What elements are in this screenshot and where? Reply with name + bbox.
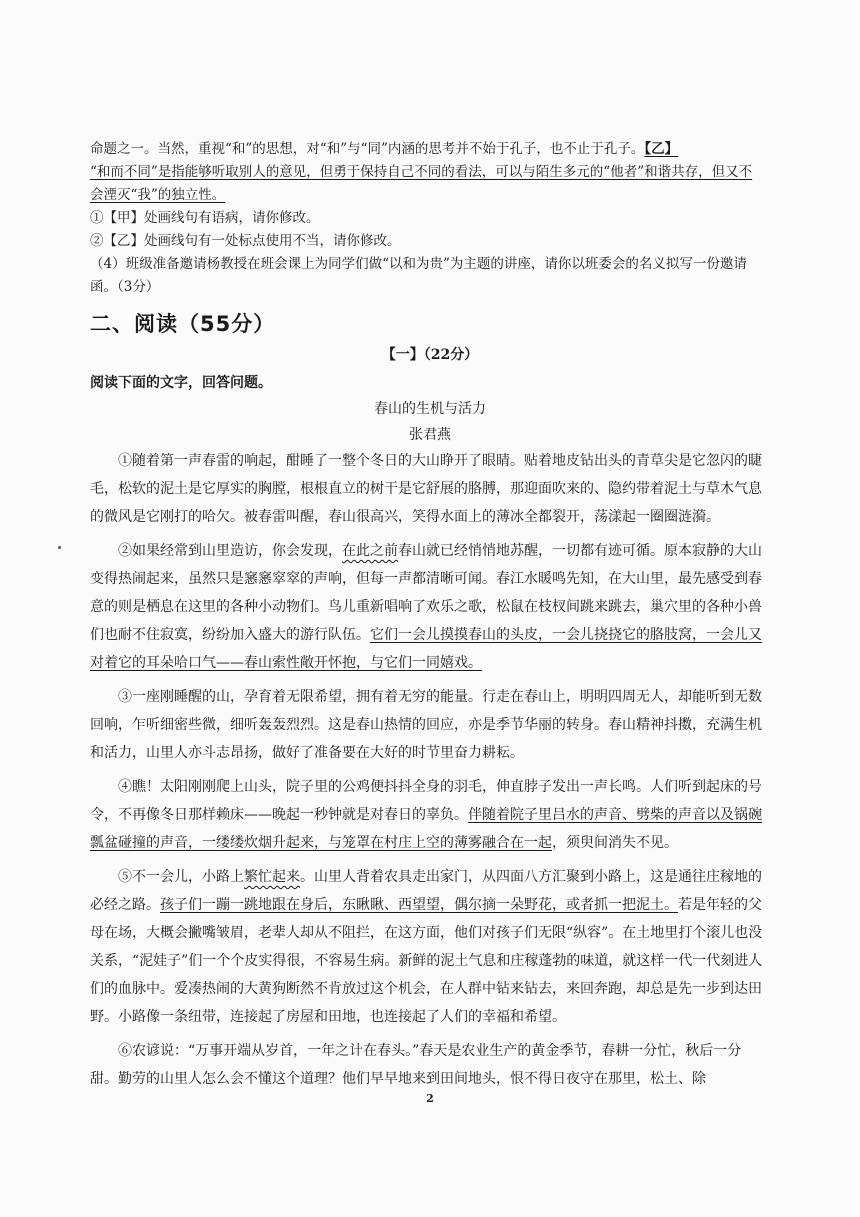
top-line-text: 命题之一。当然，重视“和”的思想，对“和”与“同”内涵的思考并不始于孔子，也不止于孔子。 — [90, 141, 645, 157]
top-continuation — [90, 138, 765, 299]
underlined-sentence-yi: “和而不同”是指能够听取别人的意见，但勇于保持自己不同的看法，可以与陌生多元的“他者”和谐共存，但又不会湮灭“我”的独立性。 — [90, 164, 753, 203]
underlined-sentence-5: 孩子们一蹦一跳地跟在身后，东瞅瞅、西望望，偶尔摘一朵野花，或者抓一把泥土。 — [160, 897, 678, 913]
question-4: （4）班级准备邀请杨教授在班会课上为同学们做“以和为贵”为主题的讲座，请你以班委会的名义拟写一份邀请函。（3分） — [90, 256, 747, 295]
article-author: 张君燕 — [409, 427, 451, 443]
paragraph-5: ⑤不一会儿，小路上繁忙起来。山里人背着农具走出家门，从四面八方汇聚到小路上，这是通往庄稼地的必经之路。孩子们一蹦一跳地跟在身后，东瞅瞅、西望望，偶尔摘一朵野花，或者抓一把泥土。若是年轻的父母在场，大概会撇嘴皱眉，老辈人却从不阻拦，在这方面，他们对孩子们无限“纵容”。在土地里打个滚儿也没关系，“泥娃子”们一个个皮实得很，不容易生病。新鲜的泥土气息和庄稼蓬勃的味道，就这样一代一代刻进人们的血脉中。爱凑热闹的大黄狗断然不肯放过这个机会，在人群中钻来钻去，来回奔跑，却总是先一步到达田野。小路像一条纽带，连接起了房屋和田地，也连接起了人们的幸福和希望。 — [90, 869, 763, 1025]
question-2: ②【乙】处画线句有一处标点使用不当，请你修改。 — [90, 233, 401, 249]
question-1: ①【甲】处画线句有语病，请你修改。 — [90, 210, 320, 226]
wavy-phrase-1: 在此之前 — [342, 543, 398, 559]
page-number: 2 — [426, 1092, 434, 1105]
paragraph-4: ④瞧！太阳刚刚爬上山头，院子里的公鸡便抖抖全身的羽毛，伸直脖子发出一声长鸣。人们听到起床的号令，不再像冬日那样赖床——晚起一秒钟就是对春日的辜负。伴随着院子里吕水的声音、劈柴的声音以及锅碗瓢盆碰撞的声音，一缕缕炊烟升起来，与笼罩在村庄上空的薄雾融合在一起，须臾间消失不见。 — [90, 779, 762, 851]
underlined-sentence-4: 伴随着院子里吕水的声音、劈柴的声音以及锅碗瓢盆碰撞的声音，一缕缕炊烟升起来，与笼罩在村庄上空的薄雾融合在一起 — [90, 807, 762, 851]
stray-mark — [58, 546, 61, 549]
paragraph-3: ③一座刚睡醒的山，孕育着无限希望，拥有着无穷的能量。行走在春山上，明明四周无人，却能听到无数回响，乍听细密些微，细听轰轰烈烈。这是春山热情的回应，亦是季节华丽的转身。春山精神抖擞，充满生机和活力，山里人亦斗志昂扬，做好了准备要在大好的时节里奋力耕耘。 — [90, 689, 762, 761]
reading-instruction: 阅读下面的文字，回答问题。 — [90, 375, 272, 391]
paragraph-6: ⑥农谚说：“万事开端从岁首，一年之计在春头。”春天是农业生产的黄金季节，春耕一分忙，秋后一分甜。勤劳的山里人怎么会不懂这个道理？他们早早地来到田间地头，恨不得日夜守在那里，松土、除 — [90, 1043, 742, 1087]
paragraph-1: ①随着第一声春雷的响起，酣睡了一整个冬日的大山睁开了眼睛。贴着地皮钻出头的青草尖是它忽闪的睫毛，松软的泥土是它厚实的胸膛，根根直立的树干是它舒展的胳膊，那迎面吹来的、隐约带着泥土与草木气息的微风是它刚打的哈欠。被春雷叫醒，春山很高兴，笑得水面上的薄冰全都裂开，荡漾起一圈圈涟漪。 — [90, 453, 762, 525]
marker-yi: 【乙】 — [644, 141, 679, 157]
underlined-sentence-2: 它们一会儿摸摸春山的头皮，一会儿挠挠它的胳肢窝，一会儿又对着它的耳朵哈口气——春山索性敞开怀抱，与它们一同嬉戏。 — [90, 627, 762, 671]
subsection-title: 【一】（22分） — [381, 347, 479, 363]
section-title: 二、阅读（55分） — [90, 312, 276, 336]
paragraph-2: ②如果经常到山里造访，你会发现，在此之前春山就已经悄悄地苏醒，一切都有迹可循。原本寂静的大山变得热闹起来，虽然只是窸窸窣窣的声响，但每一声都清晰可闻。春江水暖鸣先知，在大山里，最先感受到春意的则是栖息在这里的各种小动物们。鸟儿重新唱响了欢乐之歌，松鼠在枝杈间跳来跳去，巢穴里的各种小兽们也耐不住寂寞，纷纷加入盛大的游行队伍。它们一会儿摸摸春山的头皮，一会儿挠挠它的胳肢窝，一会儿又对着它的耳朵哈口气——春山索性敞开怀抱，与它们一同嬉戏。 — [90, 543, 762, 671]
top-line — [90, 138, 765, 161]
wavy-phrase-2: 繁忙起来 — [244, 869, 300, 885]
article-title: 春山的生机与活力 — [374, 401, 486, 417]
article-body — [90, 447, 765, 1099]
